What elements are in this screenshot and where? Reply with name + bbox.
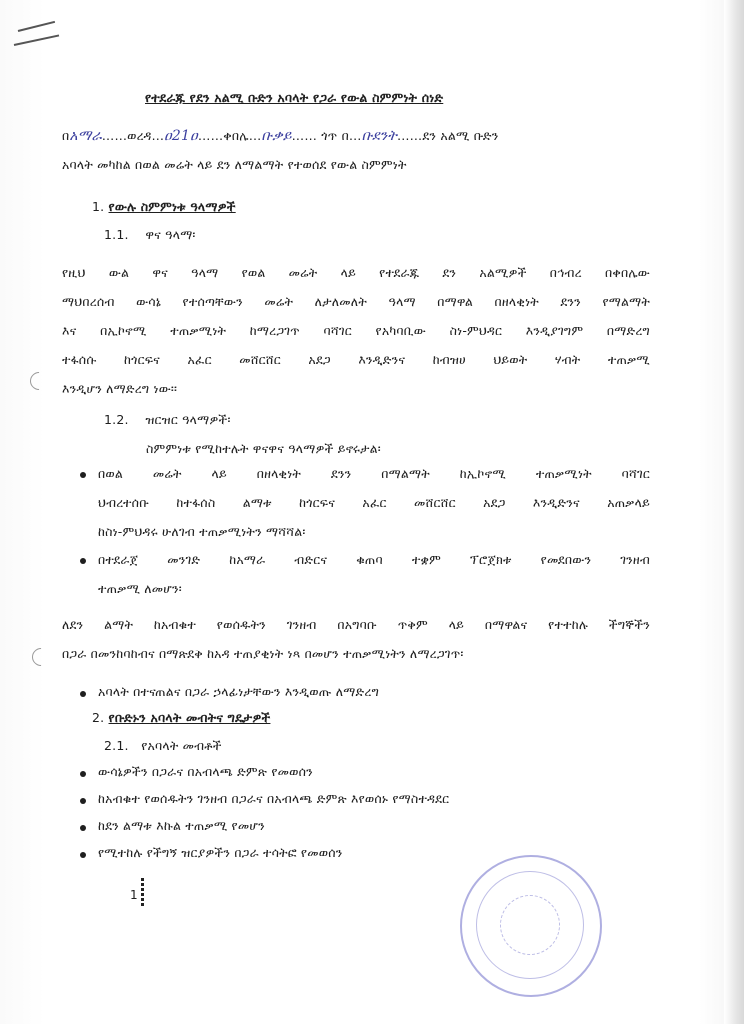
subsection-title: ዋና ዓላማ፡ xyxy=(145,227,196,242)
intro-text: ……ወረዳ… xyxy=(101,128,165,143)
intro-line-1 xyxy=(62,128,499,144)
subsection-1-1 xyxy=(104,227,196,243)
bullet-line: አባላት በተናጠልና በጋራ ኃላፊነታቸውን እንዲወጡ ለማድረግ xyxy=(98,684,380,699)
subsection-title: የአባላት መብቶች xyxy=(141,738,222,753)
punch-hole-icon xyxy=(28,644,53,669)
corner-pen-mark xyxy=(18,21,55,32)
bullet-line: የሚተከሉ የችግኝ ዝርያዎችን በጋራ ተሳትፎ የመወሰን xyxy=(98,845,343,860)
paragraph-line: ማህበረሰብ ውሳኔ የተሰጣቸውን መሬት ለታለመለት ዓላማ በማዋል በዘላቂነት ደንን የማልማት xyxy=(62,294,650,309)
bullet-line: በተደራጀ መንገድ ከአማራ ብድርና ቁጠባ ተቋም ፕሮጀክቱ የመደበውን ገንዘብ xyxy=(98,552,650,567)
scan-edge xyxy=(724,0,744,1024)
bullet-dot xyxy=(80,825,86,831)
paragraph-line: በጋራ በመንከባከብና በማጽደቅ ከአዳ ተጠያቂነት ነጻ በመሆን ተጠቃሚነትን ለማረጋገጥ፡ xyxy=(62,646,464,661)
subsection-1-2 xyxy=(104,412,231,428)
paragraph-line: ተፋሰሱ ከጎርፍና አፈር መሸርሸር አደጋ እንዲድንና ከብዝሀ ህይወት ሃብት ተጠቃሚ xyxy=(62,352,650,367)
section-2-heading xyxy=(92,710,270,726)
bullet-line: ውሳኔዎችን በጋራና በአብላጫ ድምጽ የመወሰን xyxy=(98,764,313,779)
intro-line-2: አባላት መካከል በወል መሬት ላይ ደን ለማልማት የተወሰደ የውል ስምምነት xyxy=(62,157,407,172)
bullet-dot xyxy=(80,771,86,777)
paragraph-line: እንዲሆን ለማድረግ ነው፡፡ xyxy=(62,381,178,396)
official-stamp-icon xyxy=(460,855,602,997)
handwritten-woreda: ዐ21ዐ xyxy=(164,128,198,144)
page-number: 1 xyxy=(130,888,138,902)
corner-pen-mark xyxy=(14,34,59,46)
subsection-intro: ስምምነቱ የሚከተሉት ዋናዋና ዓላማዎች ይኖሩታል፡ xyxy=(146,441,381,456)
intro-text: ……ደን አልሚ ቡድን xyxy=(396,128,499,143)
bullet-line: ከስነ-ምህዳሩ ሁለገብ ተጠቃሚነትን ማሻሻል፡ xyxy=(98,524,306,539)
bullet-line: ተጠቃሚ ለመሆን፡ xyxy=(98,581,182,596)
punch-hole-icon xyxy=(26,368,51,393)
section-title: የቡድኑን አባላት መብትና ግዴታዎች xyxy=(108,710,271,725)
section-number: 2. xyxy=(92,710,105,725)
subsection-title: ዝርዝር ዓላማዎች፡ xyxy=(145,412,231,427)
bullet-line: በወል መሬት ላይ በዘላቂነት ደንን በማልማት ከኢኮኖሚ ተጠቃሚነት ባሻገር xyxy=(98,466,650,481)
stamp-ring xyxy=(500,895,560,955)
binder-mark xyxy=(141,878,144,906)
bullet-dot xyxy=(80,691,86,697)
section-1-heading xyxy=(92,199,236,215)
paragraph-line: ለደን ልማት ከአብቁተ የወሰዱትን ገንዘብ በአግባቡ ጥቅም ላይ በማዋልና የተተከሉ ችግኞችን xyxy=(62,617,650,632)
bullet-line: ከአብቁተ የወሰዱትን ገንዘብ በጋራና በአብላጫ ድምጽ እየወሰኑ የማስተዳደር xyxy=(98,791,450,806)
subsection-number: 2.1. xyxy=(104,738,129,753)
handwritten-kebele: ቡቃይ xyxy=(261,128,292,144)
section-number: 1. xyxy=(92,199,105,214)
bullet-dot xyxy=(80,472,86,478)
subsection-number: 1.2. xyxy=(104,412,129,427)
handwritten-region: አማራ xyxy=(69,128,102,144)
subsection-2-1 xyxy=(104,738,222,754)
section-title: የውሉ ስምምነቱ ዓላማዎች xyxy=(108,199,236,214)
subsection-number: 1.1. xyxy=(104,227,129,242)
bullet-line: ከደን ልማቱ እኩል ተጠቃሚ የመሆን xyxy=(98,818,265,833)
document-title: የተደራጁ የደን አልሚ ቡድን አባላት የጋራ የውል ስምምነት ሰነድ xyxy=(145,90,444,105)
handwritten-got: ቡደንት xyxy=(361,128,397,144)
paragraph-line: እና በኢኮኖሚ ተጠቃሚነት ከማረጋገጥ ባሻገር የአካባቢው ስነ-ምህዳር እንዲያገግም በማድረግ xyxy=(62,323,650,338)
intro-text: …… ጎጥ በ… xyxy=(291,128,362,143)
bullet-dot xyxy=(80,798,86,804)
bullet-dot xyxy=(80,852,86,858)
paragraph-line: የዚህ ውል ዋና ዓላማ የወል መሬት ላይ የተደራጁ ደን አልሚዎች በኅብረ በቀበሌው xyxy=(62,265,650,280)
bullet-dot xyxy=(80,558,86,564)
intro-text: ……ቀበሌ… xyxy=(197,128,262,143)
intro-text: በ xyxy=(62,128,70,143)
bullet-line: ህብረተሰቡ ከተፋሰስ ልማቱ ከጎርፍና አፈር መሸርሸር አደጋ እንዲድንና አጠቃላይ xyxy=(98,495,650,510)
